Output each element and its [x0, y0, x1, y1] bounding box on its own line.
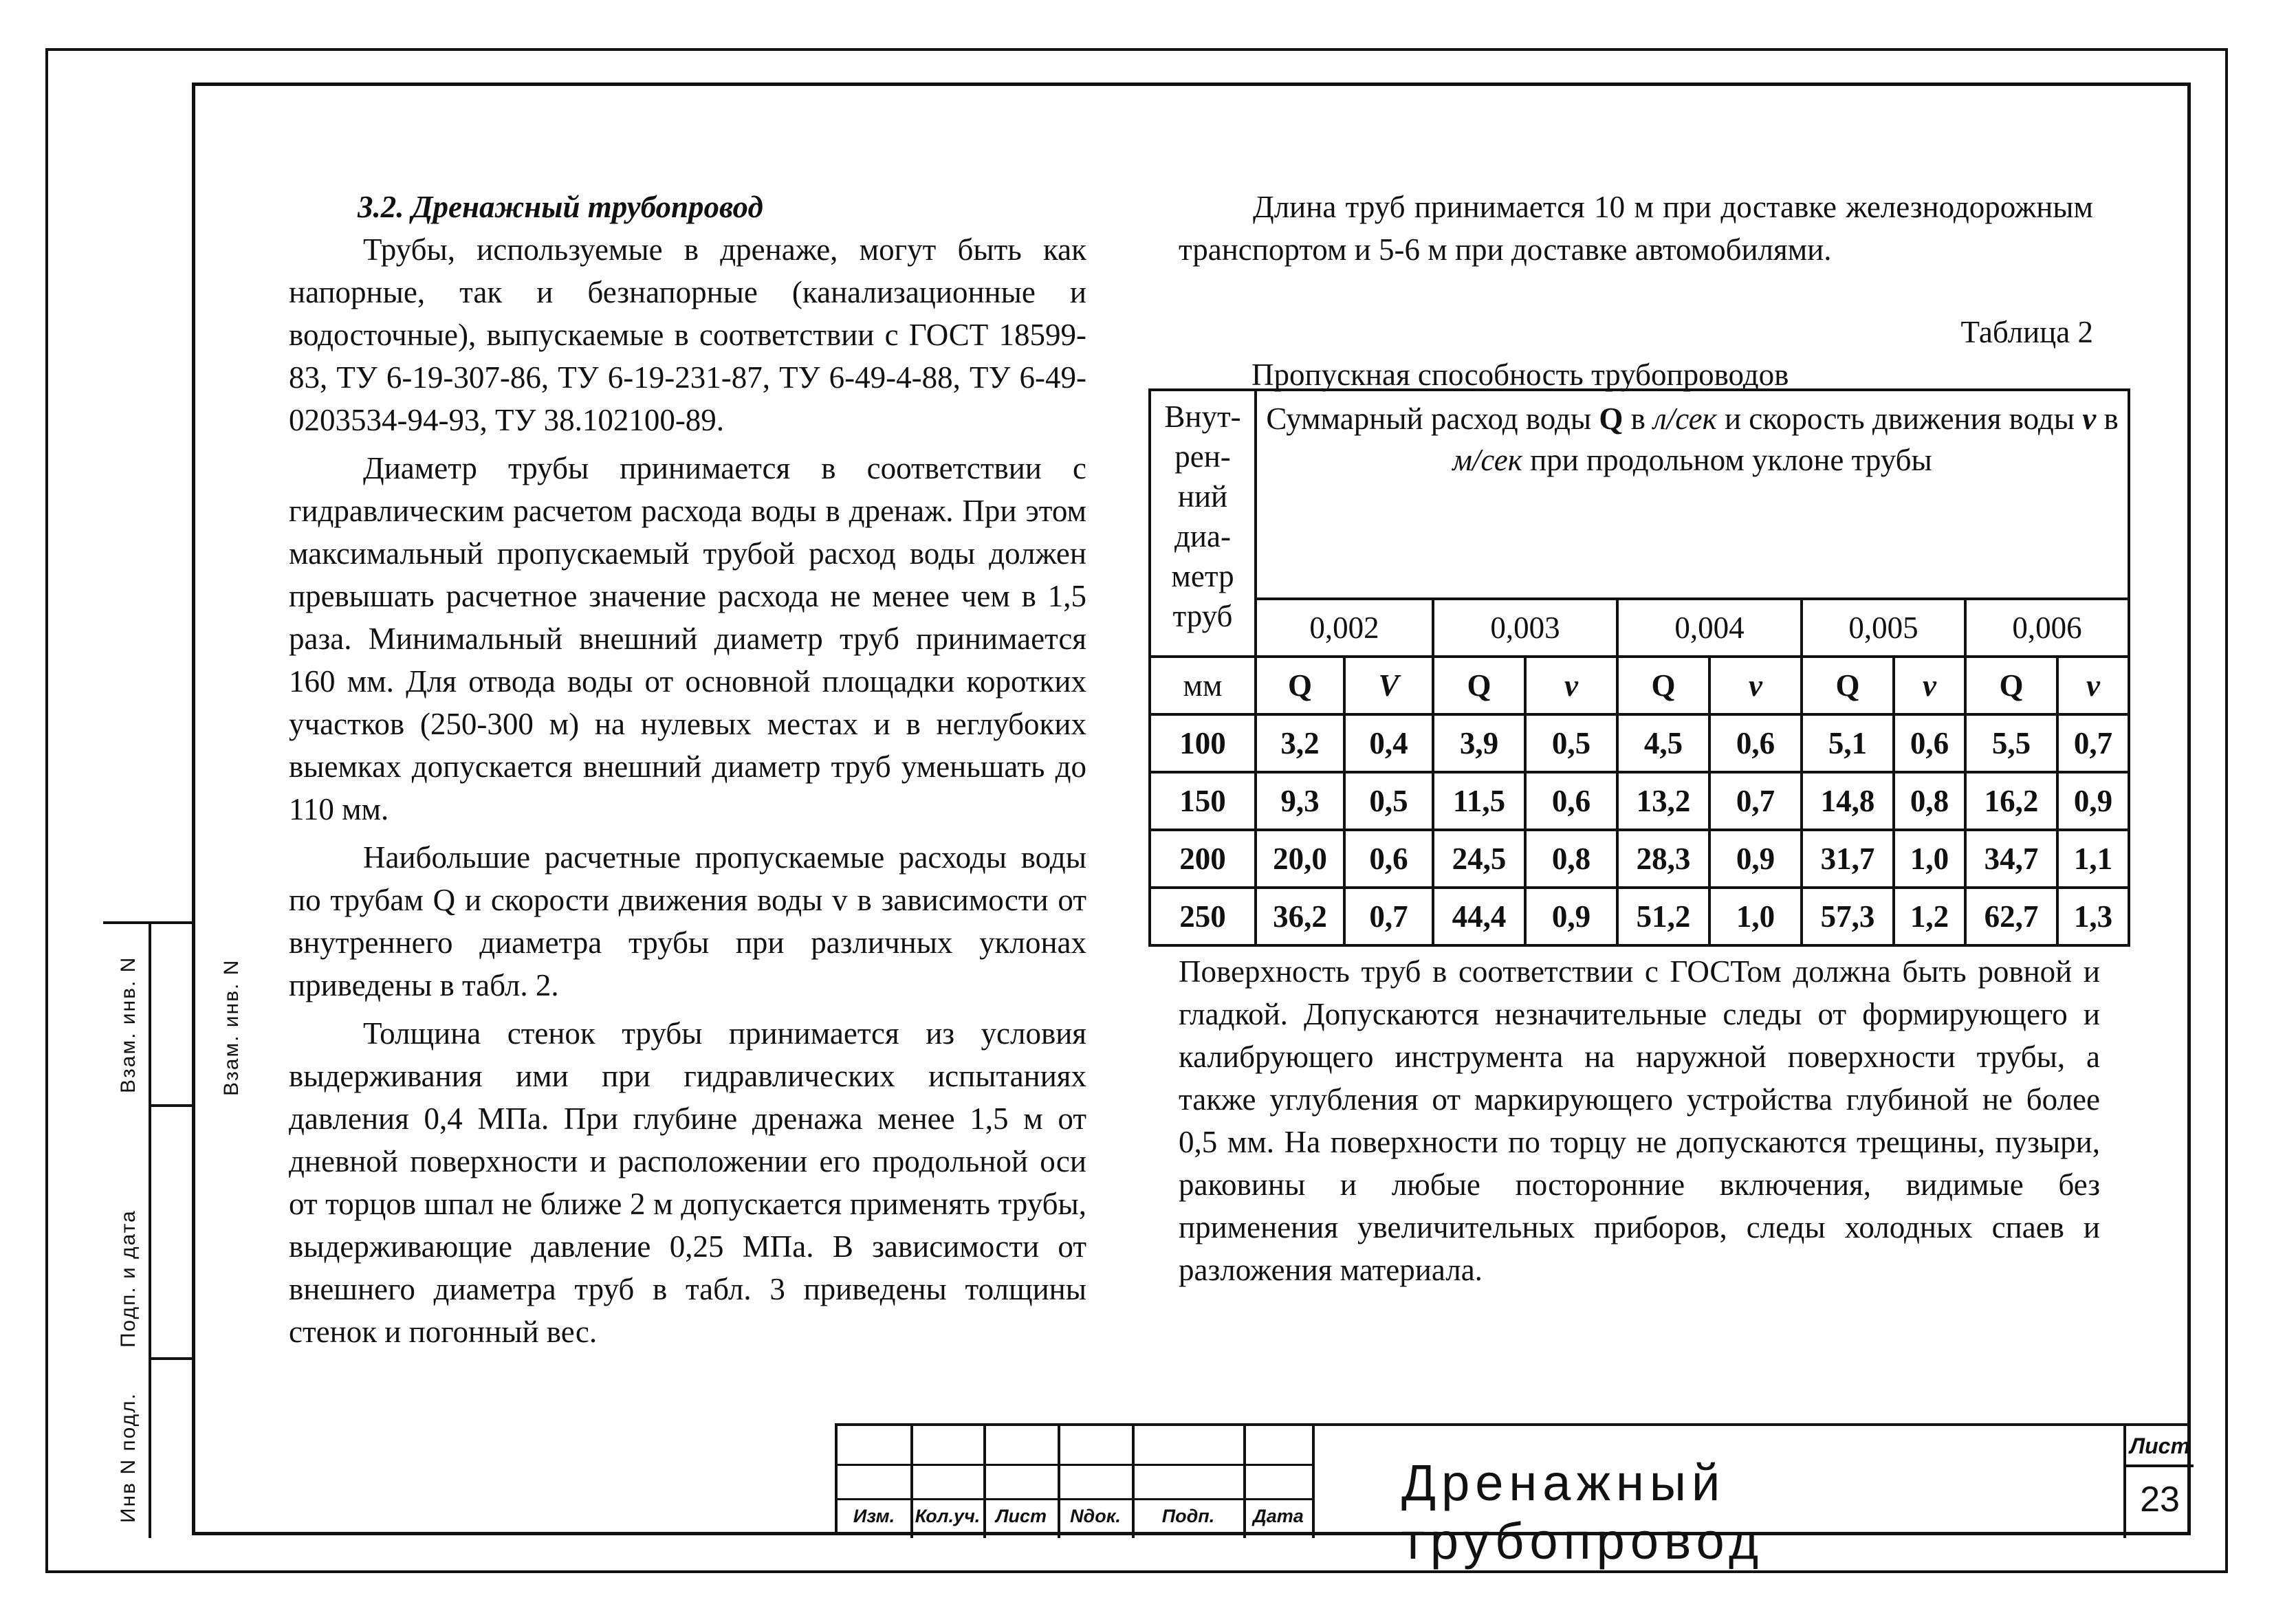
- col-date: Дата: [1253, 1506, 1304, 1526]
- q-header: Q: [1433, 657, 1525, 714]
- diameter-header-line: метр: [1171, 559, 1234, 593]
- slope-cell: 0,005: [1802, 599, 1965, 657]
- value-cell: 0,6: [1525, 772, 1617, 830]
- value-cell: 14,8: [1802, 772, 1894, 830]
- diameter-cell: 200: [1150, 830, 1256, 888]
- value-cell: 31,7: [1802, 830, 1894, 888]
- value-cell: 0,6: [1344, 830, 1433, 888]
- value-cell: 1,0: [1894, 830, 1965, 888]
- flow-header-text: Суммарный расход воды: [1266, 402, 1599, 436]
- diameter-header-line: Внут-: [1164, 399, 1241, 434]
- value-cell: 0,7: [1344, 888, 1433, 945]
- value-cell: 3,9: [1433, 714, 1525, 772]
- flow-header-unit: л/сек: [1653, 402, 1717, 436]
- slope-cell: 0,004: [1617, 599, 1802, 657]
- value-cell: 0,6: [1709, 714, 1802, 772]
- v-header: v: [1894, 657, 1965, 714]
- stamp-label-replace-inv: Взам. инв. N: [117, 956, 140, 1093]
- value-cell: 0,5: [1344, 772, 1433, 830]
- value-cell: 13,2: [1617, 772, 1709, 830]
- value-cell: 0,7: [2057, 714, 2129, 772]
- diameter-header-line: труб: [1172, 599, 1233, 633]
- left-column: [289, 186, 1086, 1353]
- q-header: Q: [1802, 657, 1894, 714]
- v-header: v: [1709, 657, 1802, 714]
- q-header: Q: [1617, 657, 1709, 714]
- diameter-unit: мм: [1150, 657, 1256, 714]
- value-cell: 51,2: [1617, 888, 1709, 945]
- value-cell: 16,2: [1965, 772, 2057, 830]
- value-cell: 0,8: [1525, 830, 1617, 888]
- paragraph-diameter: Диаметр трубы принимается в соответствии с гидравлическим расчетом расхода воды в дренаж. При этом максимальный пропускаемый трубой расход воды должен превышать расчетное значение расхода не менее чем в 1,5 раза. Минимальный внешний диаметр труб принимается 160 мм. Для отвода воды от основной площадки коротких участков (250-300 м) на нулевых местах и в неглубоких выемках допускается внешний диаметр труб уменьшать до 110 мм.: [289, 451, 1086, 826]
- sheet-label: Лист: [2130, 1434, 2190, 1458]
- diameter-header-line: ний: [1177, 479, 1228, 514]
- value-cell: 28,3: [1617, 830, 1709, 888]
- qv-row: [1150, 657, 2129, 714]
- stamp-label-replace: Взам. инв. N: [220, 958, 243, 1096]
- slope-cell: 0,006: [1965, 599, 2129, 657]
- col-sheet: Лист: [995, 1506, 1047, 1526]
- paragraph-flow-rates: Наибольшие расчетные пропускаемые расходы воды по трубам Q и скорости движения воды v в зависимости от внутреннего диаметра трубы при различных уклонах приведены в табл. 2.: [289, 840, 1086, 1002]
- stamp-label-orig-inv: Инв N подл.: [117, 1392, 140, 1523]
- value-cell: 5,5: [1965, 714, 2057, 772]
- value-cell: 1,1: [2057, 830, 2129, 888]
- value-cell: 0,6: [1894, 714, 1965, 772]
- value-cell: 1,2: [1894, 888, 1965, 945]
- sheet-number: 23: [2140, 1480, 2180, 1519]
- v-header: v: [2057, 657, 2129, 714]
- section-heading: 3.2. Дренажный трубопровод: [358, 190, 763, 224]
- slope-cell: 0,002: [1256, 599, 1433, 657]
- title-block: [835, 1423, 2191, 1570]
- table-row: [1150, 714, 2129, 772]
- table-row: [1150, 772, 2129, 830]
- flow-header-text: при продольном уклоне трубы: [1522, 443, 1932, 477]
- value-cell: 34,7: [1965, 830, 2057, 888]
- diameter-header: [1150, 390, 1256, 657]
- value-cell: 20,0: [1256, 830, 1344, 888]
- table-header-row: [1150, 390, 2129, 599]
- paragraph-wall-thickness: Толщина стенок трубы принимается из условия выдерживания ими при гидравлических испытаниях давления 0,4 МПа. При глубине дренажа менее 1,5 м от дневной поверхности и расположении его продольной оси от торцов шпал не ближе 2 м допускается применять трубы, выдерживающие давление 0,25 МПа. В зависимости от внешнего диаметра труб в табл. 3 приведены толщины стенок и погонный вес.: [289, 1016, 1086, 1349]
- value-cell: 3,2: [1256, 714, 1344, 772]
- paragraph-pipe-length: Длина труб принимается 10 м при доставке железнодорожным транспортом и 5-6 м при доставке автомобилями.: [1179, 190, 2093, 267]
- v-header: V: [1344, 657, 1433, 714]
- value-cell: 5,1: [1802, 714, 1894, 772]
- slopes-row: [1150, 599, 2129, 657]
- right-column-top: [1179, 186, 2093, 271]
- value-cell: 0,9: [1525, 888, 1617, 945]
- value-cell: 62,7: [1965, 888, 2057, 945]
- value-cell: 0,9: [1709, 830, 1802, 888]
- slope-cell: 0,003: [1433, 599, 1617, 657]
- col-doc: Nдок.: [1070, 1506, 1121, 1526]
- diameter-header-line: рен-: [1174, 439, 1231, 474]
- value-cell: 0,4: [1344, 714, 1433, 772]
- flow-header-unit: м/сек: [1452, 443, 1522, 477]
- value-cell: 44,4: [1433, 888, 1525, 945]
- diameter-header-line: диа-: [1174, 519, 1231, 553]
- flow-header-v: v: [2082, 402, 2097, 436]
- v-header: v: [1525, 657, 1617, 714]
- q-header: Q: [1256, 657, 1344, 714]
- value-cell: 0,9: [2057, 772, 2129, 830]
- value-cell: 11,5: [1433, 772, 1525, 830]
- value-cell: 1,3: [2057, 888, 2129, 945]
- table-caption: Пропускная способность трубопроводов: [1251, 358, 1789, 392]
- diameter-cell: 150: [1150, 772, 1256, 830]
- flow-header-text: и скорость движения воды: [1716, 402, 2083, 436]
- value-cell: 36,2: [1256, 888, 1344, 945]
- col-change: Изм.: [853, 1506, 895, 1526]
- drawing-title: Дренажный трубопровод: [1401, 1454, 1764, 1570]
- flow-header-text: в: [1623, 402, 1654, 436]
- value-cell: 24,5: [1433, 830, 1525, 888]
- value-cell: 0,7: [1709, 772, 1802, 830]
- table-row: [1150, 888, 2129, 945]
- diameter-cell: 250: [1150, 888, 1256, 945]
- value-cell: 9,3: [1256, 772, 1344, 830]
- value-cell: 57,3: [1802, 888, 1894, 945]
- value-cell: 0,5: [1525, 714, 1617, 772]
- table-number: Таблица 2: [1960, 315, 2093, 349]
- paragraph-pipes-types: Трубы, используемые в дренаже, могут быть как напорные, так и безнапорные (канализационные и водосточные), выпускаемые в соответствии с ГОСТ 18599-83, ТУ 6-19-307-86, ТУ 6-19-231-87, ТУ 6-49-4-88, ТУ 6-49-0203534-94-93, ТУ 38.102100-89.: [289, 232, 1086, 437]
- right-column-bottom: [1179, 950, 2100, 1291]
- diameter-cell: 100: [1150, 714, 1256, 772]
- flow-header-q: Q: [1599, 402, 1623, 436]
- paragraph-surface: Поверхность труб в соответствии с ГОСТом должна быть ровной и гладкой. Допускаются незначительные следы от формирующего и калибрующего инструмента на наружной поверхности трубы, а также углубления от маркирующего устройства глубиной не более 0,5 мм. На поверхности по торцу не допускаются трещины, пузыри, раковины и любые посторонние включения, видимые без применения увеличительных приборов, следы холодных спаев и разложения материала.: [1179, 954, 2100, 1287]
- value-cell: 4,5: [1617, 714, 1709, 772]
- value-cell: 1,0: [1709, 888, 1802, 945]
- table-row: [1150, 830, 2129, 888]
- flow-header-text: в: [2096, 402, 2119, 436]
- q-header: Q: [1965, 657, 2057, 714]
- col-sign: Подп.: [1161, 1506, 1215, 1526]
- flow-capacity-table: [1148, 388, 2130, 947]
- col-qty: Кол.уч.: [915, 1506, 981, 1526]
- stamp-label-sign-date: Подп. и дата: [117, 1209, 140, 1348]
- value-cell: 0,8: [1894, 772, 1965, 830]
- flow-header: [1256, 390, 2129, 599]
